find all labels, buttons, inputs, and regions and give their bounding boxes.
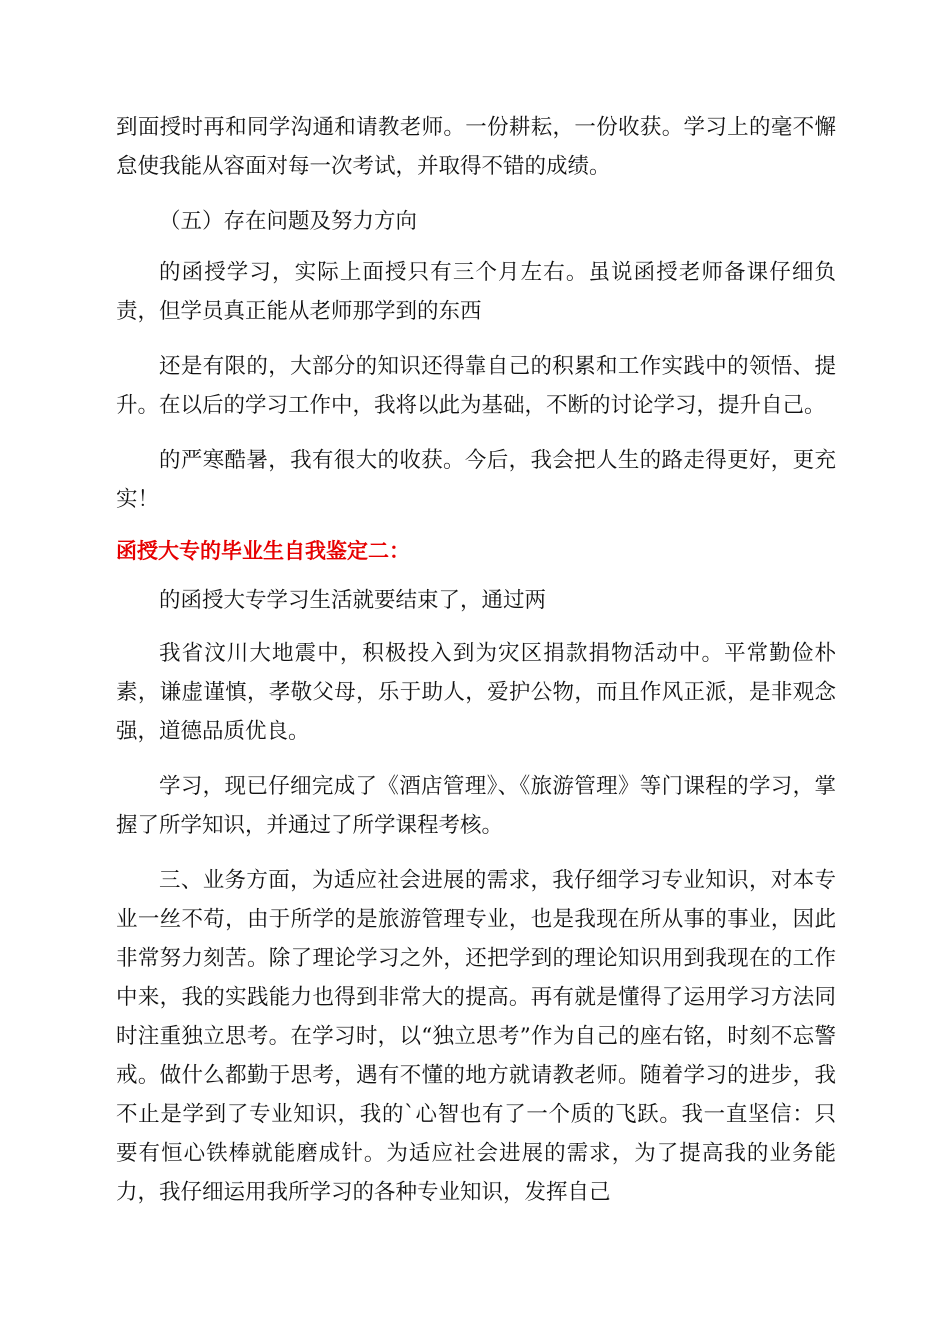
section-subtitle: （五）存在问题及努力方向 bbox=[159, 209, 418, 234]
paragraph-8: 三、业务方面，为适应社会进展的需求，我仔细学习专业知识，对本专业一丝不苟，由于所学的是旅游管理专业，也是我现在所从事的事业，因此非常努力刻苦。除了理论学习之外，还把学到的理论知识用到我现在的工作中来，我的实践能力也得到非常大的提高。再有就是懂得了运用学习方法同时注重独立思考。在学习时，以“独立思考”作为自己的座右铭，时刻不忘警戒。做什么都勤于思考，遇有不懂的地方就请教老师。随着学习的进步，我不止是学到了专业知识，我的`心智也有了一个质的飞跃。我一直坚信：只要有恒心铁棒就能磨成针。为适应社会进展的需求，为了提高我的业务能力，我仔细运用我所学习的各种专业知识，发挥自己 bbox=[116, 868, 836, 1205]
paragraph-2: 的函授学习，实际上面授只有三个月左右。虽说函授老师备课仔细负责，但学员真正能从老师那学到的东西 bbox=[116, 260, 836, 324]
paragraph-4: 的严寒酷暑，我有很大的收获。今后，我会把人生的路走得更好，更充实！ bbox=[116, 448, 836, 512]
paragraph-5: 的函授大专学习生活就要结束了，通过两 bbox=[159, 588, 547, 613]
document-page bbox=[116, 108, 836, 1228]
paragraph-6: 我省汶川大地震中，积极投入到为灾区捐款捐物活动中。平常勤俭朴素，谦虚谨慎，孝敬父母，乐于助人，爱护公物，而且作风正派，是非观念强，道德品质优良。 bbox=[116, 641, 836, 744]
paragraph-7: 学习，现已仔细完成了《酒店管理》、《旅游管理》等门课程的学习，掌握了所学知识，并通过了所学课程考核。 bbox=[116, 774, 836, 838]
section-heading: 函授大专的毕业生自我鉴定二： bbox=[116, 539, 410, 563]
paragraph-1: 到面授时再和同学沟通和请教老师。一份耕耘，一份收获。学习上的毫不懈怠使我能从容面对每一次考试，并取得不错的成绩。 bbox=[116, 115, 836, 179]
paragraph-3: 还是有限的，大部分的知识还得靠自己的积累和工作实践中的领悟、提升。在以后的学习工作中，我将以此为基础，不断的讨论学习，提升自己。 bbox=[116, 354, 836, 418]
